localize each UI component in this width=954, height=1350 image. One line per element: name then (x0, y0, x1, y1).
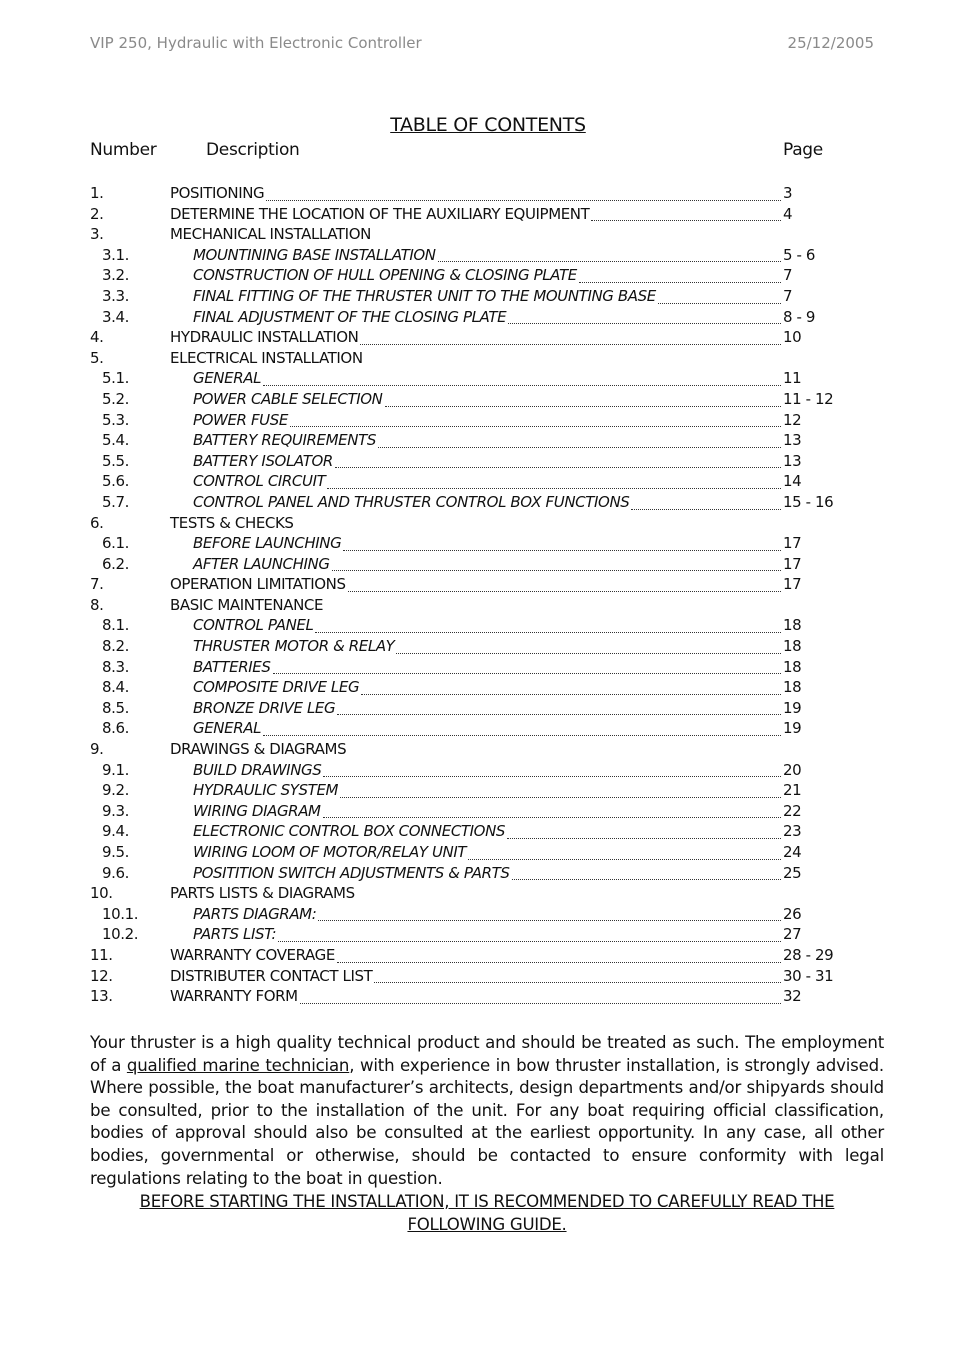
toc-entry-description: BATTERY ISOLATOR (193, 451, 333, 470)
toc-entry-number: 5. (90, 348, 104, 367)
intro-paragraph (90, 1032, 884, 1190)
toc-entry-number: 8.1. (102, 616, 130, 635)
toc-entry (90, 781, 874, 802)
toc-dot-leader (300, 1003, 781, 1004)
toc-entry (90, 637, 874, 658)
toc-entry (90, 616, 874, 637)
toc-entry-number: 5.2. (102, 389, 130, 408)
toc-entry-number: 9.3. (102, 801, 130, 820)
toc-entry-description: BATTERIES (193, 657, 271, 676)
toc-entry (90, 925, 874, 946)
toc-entry-number: 8.2. (102, 637, 130, 656)
toc-entry-page: 19 (783, 698, 802, 717)
toc-entry-page: 3 (783, 184, 793, 202)
toc-entry-description: BATTERY REQUIREMENTS (193, 431, 376, 450)
toc-entry-number: 5.7. (102, 492, 130, 511)
toc-entry-description: CONTROL CIRCUIT (193, 472, 326, 491)
toc-entry-number: 9.1. (102, 760, 130, 779)
toc-entry (90, 287, 874, 308)
toc-entry-page: 13 (783, 451, 802, 470)
toc-dot-leader (438, 261, 781, 262)
toc-entry-page: 24 (783, 843, 802, 861)
toc-entry-number: 5.1. (102, 369, 130, 388)
column-header-page: Page (783, 140, 823, 160)
toc-entry (90, 596, 874, 617)
toc-entry-description: BRONZE DRIVE LEG (193, 698, 336, 717)
toc-entry-description: FINAL ADJUSTMENT OF THE CLOSING PLATE (193, 307, 507, 326)
toc-entry (90, 740, 874, 761)
toc-entry-number: 5.3. (102, 410, 130, 429)
toc-entry-number: 6. (90, 513, 104, 532)
toc-entry (90, 987, 874, 1008)
toc-dot-leader (337, 962, 781, 963)
intro-text-end: , with experience in bow thruster installation, is strongly advised. Where possible, the boat manufacturer’s architects, design departments and/or shipyards should be consulted, prior to the installation of the unit. For any boat requiring official classification, bodies of approval should also be consulted at the earliest opportunity. In any case, all other bodies, governmental or otherwise, should be contacted to ensure conformity with legal regulations relating to the boat in question. (90, 1055, 884, 1188)
toc-entry-page: 32 (783, 987, 802, 1006)
toc-dot-leader (335, 467, 781, 468)
toc-entry-page: 14 (783, 472, 802, 491)
toc-entry (90, 575, 874, 596)
toc-entry (90, 719, 874, 740)
toc-entry (90, 864, 874, 885)
toc-entry-number: 9.6. (102, 863, 130, 882)
toc-entry-number: 11. (90, 945, 113, 964)
toc-entry-number: 13. (90, 987, 113, 1006)
toc-entry (90, 493, 874, 514)
toc-entry-page: 4 (783, 204, 793, 223)
toc-entry-number: 3. (90, 225, 104, 244)
toc-entry-description: MOUNTINING BASE INSTALLATION (193, 245, 436, 264)
toc-entry-page: 7 (783, 286, 793, 305)
toc-entry-page: 12 (783, 410, 802, 429)
toc-entry (90, 658, 874, 679)
toc-entry-number: 9.5. (102, 843, 130, 861)
toc-list (90, 184, 874, 1008)
toc-entry (90, 946, 874, 967)
toc-entry (90, 390, 874, 411)
toc-dot-leader (361, 694, 781, 695)
toc-entry (90, 555, 874, 576)
toc-entry-number: 10.1. (102, 904, 139, 923)
toc-entry-description: PARTS LISTS & DIAGRAMS (170, 884, 355, 903)
toc-entry-page: 23 (783, 822, 802, 841)
toc-dot-leader (315, 632, 781, 633)
toc-dot-leader (263, 385, 781, 386)
toc-entry-page: 18 (783, 616, 802, 635)
toc-entry-number: 1. (90, 184, 104, 202)
toc-dot-leader (378, 447, 781, 448)
toc-entry (90, 884, 874, 905)
toc-entry-page: 18 (783, 657, 802, 676)
toc-dot-leader (337, 714, 781, 715)
toc-dot-leader (340, 797, 781, 798)
toc-title: TABLE OF CONTENTS (390, 114, 586, 136)
toc-entry-description: WARRANTY FORM (170, 987, 298, 1006)
toc-dot-leader (348, 591, 781, 592)
toc-entry-description: POSITIONING (170, 184, 265, 202)
toc-entry (90, 678, 874, 699)
toc-entry-page: 18 (783, 678, 802, 697)
toc-entry-number: 3.2. (102, 266, 130, 285)
toc-entry (90, 369, 874, 390)
toc-dot-leader (278, 941, 781, 942)
toc-entry-description: COMPOSITE DRIVE LEG (193, 678, 360, 697)
toc-entry-description: CONSTRUCTION OF HULL OPENING & CLOSING PLATE (193, 266, 577, 285)
toc-dot-leader (579, 282, 781, 283)
toc-dot-leader (263, 735, 781, 736)
toc-entry-description: OPERATION LIMITATIONS (170, 575, 346, 594)
toc-entry-description: GENERAL (193, 369, 262, 388)
toc-dot-leader (273, 673, 781, 674)
toc-dot-leader (327, 488, 781, 489)
toc-dot-leader (290, 426, 781, 427)
toc-entry-page: 15 - 16 (783, 492, 834, 511)
toc-entry-page: 11 (783, 369, 802, 388)
toc-entry-page: 17 (783, 534, 802, 553)
toc-entry-description: PARTS LIST: (193, 925, 277, 944)
toc-entry-description: WIRING LOOM OF MOTOR/RELAY UNIT (193, 843, 467, 861)
installation-notice: BEFORE STARTING THE INSTALLATION, IT IS RECOMMENDED TO CAREFULLY READ THE FOLLOWING GUIDE. (139, 1192, 835, 1234)
toc-entry-description: DRAWINGS & DIAGRAMS (170, 740, 347, 759)
toc-entry-description: ELECTRICAL INSTALLATION (170, 348, 363, 367)
toc-dot-leader (508, 323, 781, 324)
toc-entry (90, 328, 874, 349)
intro-text-start: Your thruster is a high quality technical product and should be treated as such. The employment of a (90, 1033, 884, 1075)
toc-entry-page: 21 (783, 781, 802, 800)
toc-entry-number: 6.2. (102, 554, 130, 573)
toc-entry-page: 26 (783, 904, 802, 923)
toc-entry-description: HYDRAULIC SYSTEM (193, 781, 339, 800)
toc-entry-number: 8.3. (102, 657, 130, 676)
toc-dot-leader (385, 406, 781, 407)
toc-entry (90, 534, 874, 555)
toc-entry-description: MECHANICAL INSTALLATION (170, 225, 371, 244)
toc-entry (90, 266, 874, 287)
page-header (90, 34, 874, 56)
toc-entry-page: 5 - 6 (783, 245, 816, 264)
toc-entry-number: 4. (90, 328, 104, 347)
toc-entry-number: 3.1. (102, 245, 130, 264)
toc-entry-number: 8.6. (102, 719, 130, 738)
toc-entry-number: 10.2. (102, 925, 139, 944)
toc-dot-leader (374, 982, 781, 983)
toc-entry-page: 19 (783, 719, 802, 738)
toc-entry-description: ELECTRONIC CONTROL BOX CONNECTIONS (193, 822, 506, 841)
toc-dot-leader (512, 879, 781, 880)
toc-entry-page: 10 (783, 328, 802, 347)
toc-entry (90, 246, 874, 267)
toc-entry (90, 761, 874, 782)
toc-dot-leader (658, 303, 781, 304)
toc-entry (90, 308, 874, 329)
toc-entry-description: POWER CABLE SELECTION (193, 389, 383, 408)
intro-highlight: qualified marine technician (126, 1055, 350, 1075)
toc-entry-description: WIRING DIAGRAM (193, 801, 321, 820)
toc-entry-number: 12. (90, 966, 113, 985)
toc-entry-page: 11 - 12 (783, 389, 834, 408)
toc-entry-number: 3.3. (102, 286, 130, 305)
toc-entry-number: 8. (90, 595, 104, 614)
document-title: VIP 250, Hydraulic with Electronic Controller (90, 34, 422, 52)
column-header-number: Number (90, 140, 157, 160)
toc-entry-number: 3.4. (102, 307, 130, 326)
toc-entry (90, 349, 874, 370)
toc-entry (90, 431, 874, 452)
toc-entry-description: TESTS & CHECKS (170, 513, 294, 532)
toc-dot-leader (343, 550, 781, 551)
toc-entry-page: 20 (783, 760, 802, 779)
toc-entry-page: 7 (783, 266, 793, 285)
toc-entry-number: 6.1. (102, 534, 130, 553)
toc-entry-description: WARRANTY COVERAGE (170, 945, 335, 964)
toc-entry-description: AFTER LAUNCHING (193, 554, 330, 573)
toc-entry-description: POWER FUSE (193, 410, 288, 429)
toc-entry (90, 822, 874, 843)
toc-entry (90, 225, 874, 246)
toc-dot-leader (591, 220, 781, 221)
toc-entry-description: PARTS DIAGRAM: (193, 904, 317, 923)
toc-entry-description: BEFORE LAUNCHING (193, 534, 342, 553)
toc-entry-number: 5.6. (102, 472, 130, 491)
toc-entry-page: 22 (783, 801, 802, 820)
toc-entry-number: 9. (90, 740, 104, 759)
toc-dot-leader (631, 509, 781, 510)
toc-entry-number: 5.4. (102, 431, 130, 450)
toc-entry-description: GENERAL (193, 719, 262, 738)
toc-entry-page: 30 - 31 (783, 966, 834, 985)
toc-dot-leader (332, 570, 781, 571)
toc-entry (90, 452, 874, 473)
toc-entry-description: CONTROL PANEL (193, 616, 314, 635)
toc-entry-description: BUILD DRAWINGS (193, 760, 322, 779)
toc-entry (90, 472, 874, 493)
toc-entry (90, 205, 874, 226)
column-header-description: Description (206, 140, 300, 160)
toc-dot-leader (323, 817, 781, 818)
toc-dot-leader (507, 838, 781, 839)
toc-entry-description: THRUSTER MOTOR & RELAY (193, 637, 395, 656)
toc-entry (90, 967, 874, 988)
toc-entry-page: 27 (783, 925, 802, 944)
toc-entry-number: 2. (90, 204, 104, 223)
document-date: 25/12/2005 (787, 34, 874, 52)
toc-entry-description: HYDRAULIC INSTALLATION (170, 328, 359, 347)
toc-dot-leader (318, 920, 781, 921)
toc-entry (90, 905, 874, 926)
toc-dot-leader (266, 200, 781, 201)
toc-dot-leader (323, 776, 781, 777)
toc-entry-description: POSITITION SWITCH ADJUSTMENTS & PARTS (193, 863, 510, 882)
toc-entry-description: DETERMINE THE LOCATION OF THE AUXILIARY EQUIPMENT (170, 204, 590, 223)
toc-dot-leader (468, 859, 781, 860)
toc-dot-leader (360, 344, 781, 345)
toc-entry (90, 184, 874, 205)
toc-entry-description: FINAL FITTING OF THE THRUSTER UNIT TO THE MOUNTING BASE (193, 286, 656, 305)
toc-entry (90, 843, 874, 864)
toc-entry-page: 17 (783, 575, 802, 594)
toc-entry-page: 13 (783, 431, 802, 450)
toc-entry (90, 802, 874, 823)
toc-entry-number: 8.5. (102, 698, 130, 717)
toc-entry-page: 28 - 29 (783, 945, 834, 964)
toc-entry-page: 17 (783, 554, 802, 573)
toc-entry-page: 18 (783, 637, 802, 656)
toc-entry-number: 9.2. (102, 781, 130, 800)
toc-entry-page: 8 - 9 (783, 307, 816, 326)
toc-entry-description: DISTRIBUTER CONTACT LIST (170, 966, 373, 985)
toc-entry (90, 699, 874, 720)
toc-entry (90, 514, 874, 535)
toc-dot-leader (396, 653, 781, 654)
toc-entry-number: 10. (90, 884, 113, 903)
toc-entry-number: 5.5. (102, 451, 130, 470)
toc-entry-description: CONTROL PANEL AND THRUSTER CONTROL BOX FUNCTIONS (193, 492, 630, 511)
toc-entry-page: 25 (783, 863, 802, 882)
toc-entry (90, 411, 874, 432)
toc-entry-number: 8.4. (102, 678, 130, 697)
toc-entry-number: 7. (90, 575, 104, 594)
toc-entry-number: 9.4. (102, 822, 130, 841)
toc-entry-description: BASIC MAINTENANCE (170, 595, 324, 614)
